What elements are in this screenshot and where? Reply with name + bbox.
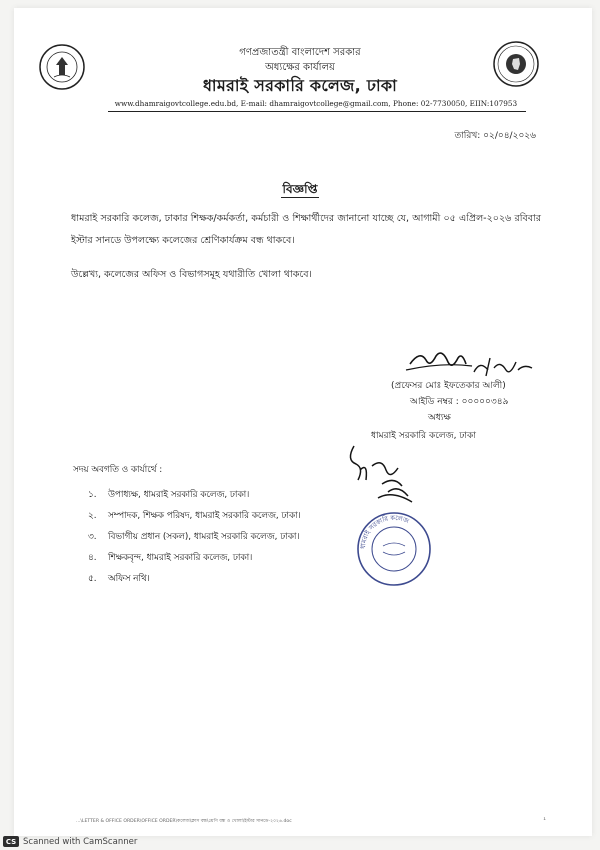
- list-item: [88, 508, 301, 529]
- notice-body: ধামরাই সরকারি কলেজ, ঢাকার শিক্ষক/কর্মকর্তা, কর্মচারী ও শিক্ষার্থীদের জানানো যাচ্ছে যে, আগামী ০৫ এপ্রিল-২০২৬ রবিবার ইস্টার সানডে উপলক্ষ্যে কলেজের শ্রেণিকার্যক্রম বন্ধ থাকবে।: [71, 213, 541, 246]
- signatory-designation: অধ্যক্ষ: [428, 413, 451, 423]
- file-path: ...\LETTER & OFFICE ORDER\OFFICE ORDER\কলেজ\ক্লাস বন্ধ\শ্রেণি বন্ধ ও খোলা\ইস্টার সানডে-২০২৬.doc: [76, 819, 292, 824]
- camscanner-icon: CS: [3, 836, 19, 847]
- list-item-number: ১.: [88, 490, 97, 500]
- notice-title-text: বিজ্ঞপ্তি: [282, 182, 318, 196]
- notice-note: উল্লেখ্য, কলেজের অফিস ও বিভাগসমূহ যথারীতি খোলা থাকবে।: [71, 269, 312, 280]
- list-item-text: বিভাগীয় প্রধান (সকল), ধামরাই সরকারি কলেজ, ঢাকা।: [108, 532, 300, 542]
- list-item: [88, 571, 301, 592]
- list-item-text: অফিস নথি।: [108, 574, 150, 584]
- notice-title: [0, 181, 600, 201]
- page-number: 1: [543, 817, 546, 822]
- header-office: অধ্যক্ষের কার্যালয়: [265, 62, 335, 73]
- header-college-name: ধামরাই সরকারি কলেজ, ঢাকা: [202, 76, 398, 95]
- list-item-number: ৫.: [88, 574, 97, 584]
- college-seal-stamp: [355, 510, 433, 588]
- header-government: গণপ্রজাতন্ত্রী বাংলাদেশ সরকার: [239, 47, 361, 58]
- list-item-number: ৩.: [88, 532, 97, 542]
- list-item: [88, 550, 301, 571]
- list-item-text: উপাধ্যক্ষ, ধামরাই সরকারি কলেজ, ঢাকা।: [108, 490, 250, 500]
- handwritten-initials: [342, 440, 422, 510]
- principal-signature: [402, 342, 542, 382]
- signatory-id: আইডি নম্বর : ০০০০০৩৪৯: [410, 397, 509, 407]
- list-item-text: শিক্ষকবৃন্দ, ধামরাই সরকারি কলেজ, ঢাকা।: [108, 553, 253, 563]
- list-item-text: সম্পাদক, শিক্ষক পরিষদ, ধামরাই সরকারি কলেজ, ঢাকা।: [108, 511, 301, 521]
- header-contact: www.dhamraigovtcollege.edu.bd, E-mail: dhamraigovtcollege@gmail.com, Phone: 02-7730050, EIIN:107953: [114, 99, 518, 108]
- list-item: [88, 487, 301, 508]
- file-path-footer: [76, 817, 546, 825]
- signatory-institution: ধামরাই সরকারি কলেজ, ঢাকা: [371, 431, 476, 441]
- list-item-number: ২.: [88, 511, 97, 521]
- seal-text: ধামরাই সরকারি কলেজ: [358, 513, 411, 550]
- camscanner-watermark: [0, 833, 600, 850]
- notice-date: তারিখ: ০২/০৪/২০২৬: [454, 131, 536, 141]
- svg-text:ধামরাই সরকারি কলেজ: [359, 514, 411, 550]
- header-divider: [108, 111, 526, 112]
- list-item: [88, 529, 301, 550]
- cc-list: [88, 487, 301, 592]
- cc-heading: সদয় অবগতি ও কার্যার্থে :: [73, 465, 163, 475]
- camscanner-label: Scanned with CamScanner: [23, 836, 138, 847]
- list-item-number: ৪.: [88, 553, 97, 563]
- signatory-name: (প্রফেসর মোঃ ইফতেকার আলী): [391, 381, 506, 391]
